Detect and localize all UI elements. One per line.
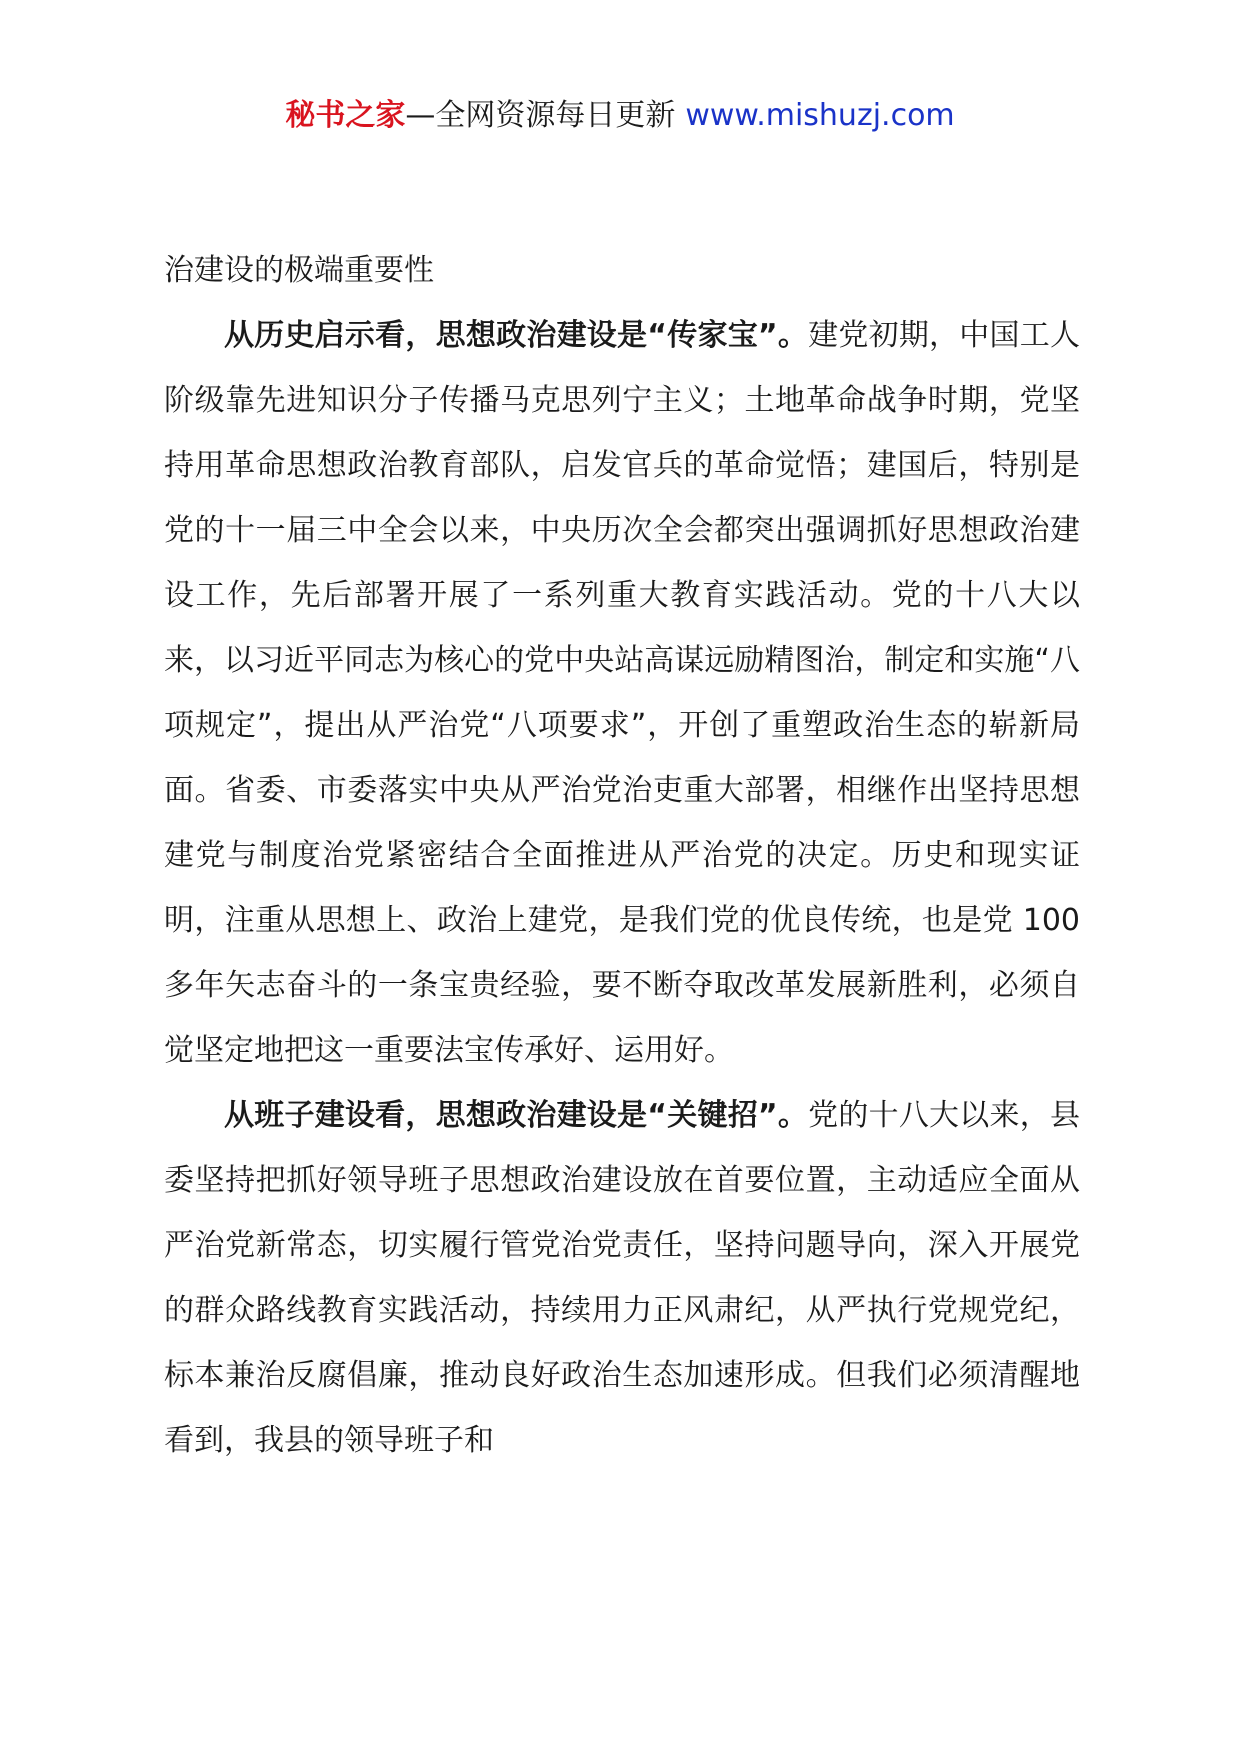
site-brand: 秘书之家 xyxy=(285,98,406,133)
paragraph-history xyxy=(164,303,1080,1083)
paragraph-continuation xyxy=(164,238,1080,303)
paragraph-text: 治建设的极端重要性 xyxy=(164,253,434,288)
paragraph-team xyxy=(164,1083,1080,1473)
paragraph-text: 建党初期，中国工人阶级靠先进知识分子传播马克思列宁主义；土地革命战争时期，党坚持用革命思想政治教育部队，启发官兵的革命觉悟；建国后，特别是党的十一届三中全会以来，中央历次全会都突出强调抓好思想政治建设工作，先后部署开展了一系列重大教育实践活动。党的十八大以来，以习近平同志为核心的党中央站高谋远励精图治，制定和实施“八项规定”，提出从严治党“八项要求”，开创了重塑政治生态的崭新局面。省委、市委落实中央从严治党治吏重大部署，相继作出坚持思想建党与制度治党紧密结合全面推进从严治党的决定。历史和现实证明，注重从思想上、政治上建党，是我们党的优良传统，也是党 100 多年矢志奋斗的一条宝贵经验，要不断夺取改革发展新胜利，必须自觉坚定地把这一重要法宝传承好、运用好。 xyxy=(164,318,1080,1068)
document-body xyxy=(164,238,1080,1473)
page-header xyxy=(0,96,1240,136)
site-tagline: 全网资源每日更新 xyxy=(435,98,676,133)
paragraph-text: 党的十八大以来，县委坚持把抓好领导班子思想政治建设放在首要位置，主动适应全面从严治党新常态，切实履行管党治党责任，坚持问题导向，深入开展党的群众路线教育实践活动，持续用力正风肃纪，从严执行党规党纪，标本兼治反腐倡廉，推动良好政治生态加速形成。但我们必须清醒地看到，我县的领导班子和 xyxy=(164,1098,1080,1458)
paragraph-lead-heading: 从班子建设看，思想政治建设是“关键招”。 xyxy=(224,1098,809,1133)
site-url-link[interactable]: www.mishuzj.com xyxy=(685,98,955,133)
paragraph-lead-heading: 从历史启示看，思想政治建设是“传家宝”。 xyxy=(224,318,809,353)
header-dash: — xyxy=(405,98,436,133)
